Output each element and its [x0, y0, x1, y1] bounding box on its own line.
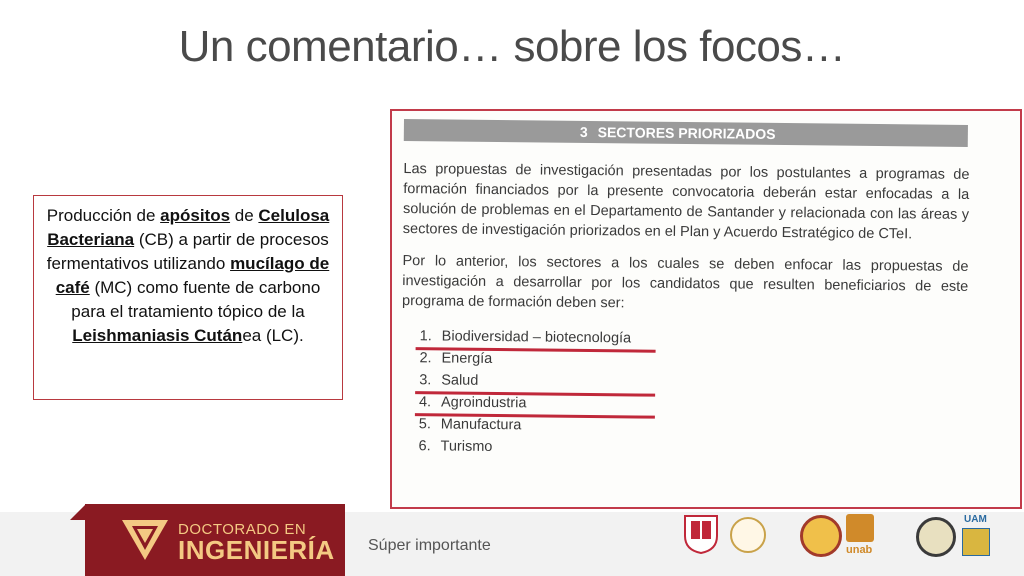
list-item: 4. Agroindustria: [419, 391, 987, 419]
accreditation-seal-icon: [730, 517, 766, 553]
document-paragraph-1: Las propuestas de investigación presentadas por los postulantes a programas de formación financiados por la presente convocatoria deberán estar enfocadas a la solución de problemas en el Departamento de Santander y relacionada con las áreas y sectores de investigación priorizados en el Plan y Acuerdo Estratégico de CTeI.: [402, 161, 970, 243]
list-item: 2. Energía: [419, 350, 493, 367]
list-item: 6. Turismo: [418, 438, 493, 455]
document-section-header: [404, 119, 968, 147]
university-seal-icon: [800, 515, 842, 557]
document-paragraph-2: Por lo anterior, los sectores a los cuales se deben enfocar las propuestas de investigación a desarrollar por los candidatos que resulten beneficiarios de este programa de formación deben ser:: [402, 253, 969, 312]
keyword-apositos: apósitos: [160, 206, 231, 225]
text-part: (MC) como fuente de carbono para el tratamiento tópico de la: [71, 278, 321, 321]
uam-label: UAM: [964, 514, 987, 525]
section-title: SECTORES PRIORIZADOS: [597, 124, 776, 142]
uam-logo-icon: [962, 528, 990, 556]
text-part: ea (LC).: [242, 326, 304, 345]
scanned-document: [390, 109, 1022, 509]
slide-title: Un comentario… sobre los focos…: [178, 22, 846, 71]
unab-label: unab: [846, 544, 873, 556]
logo-slant: [70, 504, 86, 520]
section-number: 3: [579, 123, 588, 140]
chevron-logo-icon: [120, 518, 170, 562]
sectors-list: [418, 325, 987, 463]
list-item: 1. Biodiversidad – biotecnología: [420, 325, 988, 353]
list-item: 3. Salud: [419, 369, 987, 397]
text-part: Producción de: [46, 206, 161, 225]
logo-subtitle: DOCTORADO EN: [178, 521, 307, 538]
keyword-leishmaniasis: Leishmaniasis Cután: [72, 326, 243, 345]
logo-title: INGENIERÍA: [178, 535, 335, 565]
list-item: 5. Manufactura: [418, 416, 522, 434]
text-part: de: [230, 206, 259, 225]
keyword-mucilago: mucílago de café: [55, 254, 330, 297]
uac-shield-icon: [682, 514, 720, 554]
keyword-celulosa: Celulosa Bacteriana: [47, 206, 330, 249]
caption-text: Súper importante: [368, 537, 491, 554]
accreditation-seal-2-icon: [916, 517, 956, 557]
text-part: (CB) a partir de procesos fermentativos utilizando: [46, 230, 329, 273]
unab-logo-icon: [846, 514, 874, 542]
project-description-box: [33, 195, 343, 400]
